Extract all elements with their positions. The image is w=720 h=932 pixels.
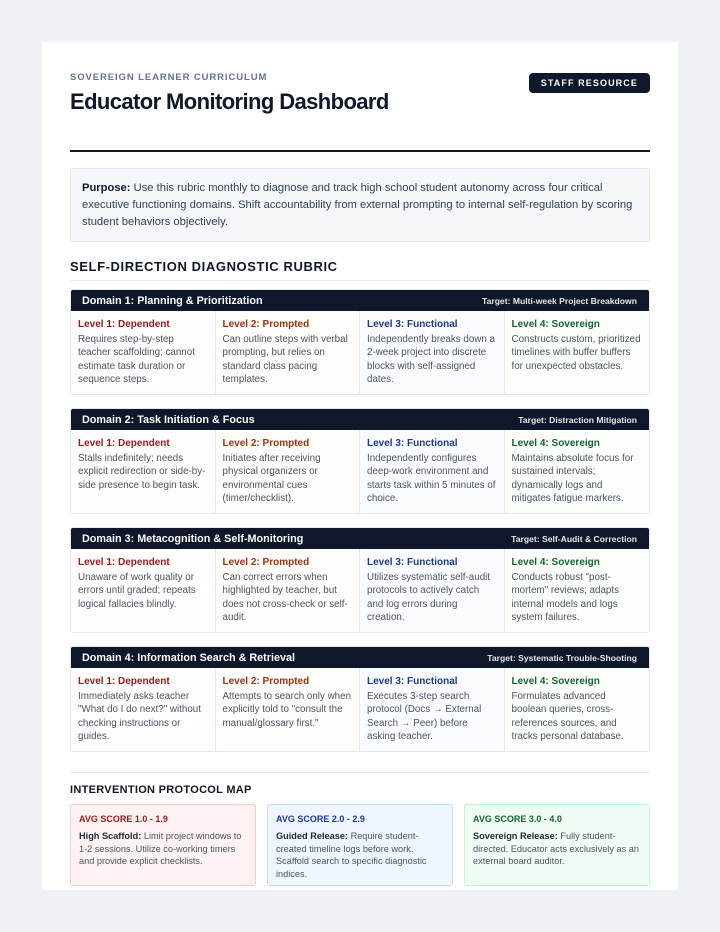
level-cell bbox=[71, 430, 216, 513]
protocol-card-high-scaffold bbox=[70, 804, 256, 886]
level-description: Stalls indefinitely; needs explicit redirection or side-by-side presence to begin task. bbox=[78, 453, 206, 491]
domain-header bbox=[71, 290, 649, 311]
curriculum-eyebrow: SOVEREIGN LEARNER CURRICULUM bbox=[70, 72, 268, 83]
domain-levels bbox=[71, 668, 649, 751]
domain-header bbox=[71, 409, 649, 430]
purpose-label: Purpose: bbox=[82, 182, 131, 194]
level-title: Level 3: Functional bbox=[367, 676, 458, 687]
rubric-section-title: SELF-DIRECTION DIAGNOSTIC RUBRIC bbox=[70, 259, 650, 281]
level-title: Level 3: Functional bbox=[367, 438, 458, 449]
level-description: Utilizes systematic self-audit protocols to actively catch and log errors during creation. bbox=[367, 572, 491, 623]
protocol-label: Guided Release: bbox=[276, 831, 348, 841]
level-description: Attempts to search only when explicitly told to "consult the manual/glossary first." bbox=[222, 691, 352, 729]
protocol-card-sovereign-release bbox=[464, 804, 650, 886]
level-cell bbox=[71, 311, 216, 394]
level-description: Immediately asks teacher "What do I do next?" without checking instructions or guides. bbox=[78, 691, 201, 742]
protocol-score-range: AVG SCORE 3.0 - 4.0 bbox=[473, 814, 562, 824]
level-title: Level 4: Sovereign bbox=[511, 557, 600, 568]
level-cell bbox=[71, 668, 216, 751]
protocol-card-guided-release bbox=[267, 804, 453, 886]
level-description: Can correct errors when highlighted by teacher, but does not cross-check or self-audit. bbox=[222, 572, 348, 623]
level-cell bbox=[505, 430, 650, 513]
level-cell bbox=[216, 311, 361, 394]
domain-title: Domain 3: Metacognition & Self-Monitoring bbox=[82, 532, 304, 545]
protocol-section-title: INTERVENTION PROTOCOL MAP bbox=[70, 784, 252, 796]
purpose-box bbox=[70, 168, 650, 242]
level-title: Level 1: Dependent bbox=[78, 438, 170, 449]
level-title: Level 4: Sovereign bbox=[511, 676, 600, 687]
domain-card bbox=[70, 289, 650, 395]
domain-title: Domain 4: Information Search & Retrieval bbox=[82, 651, 295, 664]
domain-levels bbox=[71, 311, 649, 394]
level-title: Level 2: Prompted bbox=[222, 438, 310, 449]
level-cell bbox=[505, 311, 650, 394]
domain-card bbox=[70, 408, 650, 514]
protocol-label: Sovereign Release: bbox=[473, 831, 558, 841]
header bbox=[70, 72, 650, 152]
level-cell bbox=[360, 549, 505, 632]
domain-target: Target: Distraction Mitigation bbox=[518, 414, 637, 425]
level-title: Level 4: Sovereign bbox=[511, 319, 600, 330]
level-cell bbox=[216, 430, 361, 513]
level-title: Level 1: Dependent bbox=[78, 676, 170, 687]
domain-card bbox=[70, 646, 650, 752]
section-divider bbox=[70, 772, 650, 773]
level-description: Conducts robust "post-mortem" reviews; adapts internal models and logs system failures. bbox=[511, 572, 619, 623]
level-description: Requires step-by-step teacher scaffolding; cannot estimate task duration or sequence steps. bbox=[78, 334, 195, 385]
level-cell bbox=[216, 549, 361, 632]
level-title: Level 2: Prompted bbox=[222, 676, 310, 687]
level-description: Formulates advanced boolean queries, cross-references sources, and tracks personal database. bbox=[511, 691, 624, 742]
level-description: Executes 3-step search protocol (Docs → External Search → Peer) before asking teacher. bbox=[367, 691, 482, 742]
level-title: Level 4: Sovereign bbox=[511, 438, 600, 449]
level-cell bbox=[360, 430, 505, 513]
domain-header bbox=[71, 528, 649, 549]
protocol-body bbox=[276, 830, 444, 880]
level-cell bbox=[505, 549, 650, 632]
protocol-text: Require student-created timeline logs before work. Scaffold search to specific diagnostic indices. bbox=[276, 831, 427, 879]
level-title: Level 3: Functional bbox=[367, 557, 458, 568]
level-description: Constructs custom, prioritized timelines with buffer buffers for unexpected obstacles. bbox=[511, 334, 641, 372]
domain-card bbox=[70, 527, 650, 633]
level-description: Can outline steps with verbal prompting, but relies on standard class pacing templates. bbox=[222, 334, 348, 385]
level-cell bbox=[360, 311, 505, 394]
rubric-domains bbox=[70, 289, 650, 752]
protocol-body bbox=[473, 830, 641, 868]
domain-target: Target: Multi-week Project Breakdown bbox=[481, 295, 637, 306]
domain-target: Target: Self-Audit & Correction bbox=[511, 533, 637, 544]
protocol-text: Limit project windows to 1-2 sessions. Utilize co-working timers and provide explicit checklists. bbox=[79, 831, 242, 867]
purpose-text: Use this rubric monthly to diagnose and track high school student autonomy across four critical executive functioning domains. Shift accountability from external prompting to internal self-regulation by scoring student behaviors objectively. bbox=[82, 182, 633, 228]
level-title: Level 2: Prompted bbox=[222, 557, 310, 568]
level-description: Maintains absolute focus for sustained intervals; dynamically logs and mitigates fatigue markers. bbox=[511, 453, 634, 504]
level-description: Independently breaks down a 2-week project into discrete blocks with self-assigned dates. bbox=[367, 334, 495, 385]
level-title: Level 2: Prompted bbox=[222, 319, 310, 330]
domain-title: Domain 2: Task Initiation & Focus bbox=[82, 413, 255, 426]
level-title: Level 1: Dependent bbox=[78, 319, 170, 330]
level-cell bbox=[216, 668, 361, 751]
level-title: Level 3: Functional bbox=[367, 319, 458, 330]
domain-levels bbox=[71, 430, 649, 513]
domain-title: Domain 1: Planning & Prioritization bbox=[82, 294, 263, 307]
level-title: Level 1: Dependent bbox=[78, 557, 170, 568]
protocol-score-range: AVG SCORE 1.0 - 1.9 bbox=[79, 814, 168, 824]
level-cell bbox=[505, 668, 650, 751]
protocol-text: Fully student-directed. Educator acts exclusively as an external board auditor. bbox=[473, 831, 639, 867]
document-page bbox=[42, 42, 678, 890]
level-description: Unaware of work quality or errors until graded; repeats logical fallacies blindly. bbox=[78, 572, 196, 610]
level-cell bbox=[71, 549, 216, 632]
protocol-body bbox=[79, 830, 247, 868]
staff-resource-badge: STAFF RESOURCE bbox=[529, 73, 650, 93]
level-description: Initiates after receiving physical organizers or environmental cues (timer/checklist). bbox=[222, 453, 321, 504]
domain-levels bbox=[71, 549, 649, 632]
protocol-cards bbox=[70, 804, 650, 886]
domain-header bbox=[71, 647, 649, 668]
page-title: Educator Monitoring Dashboard bbox=[70, 89, 389, 114]
protocol-label: High Scaffold: bbox=[79, 831, 142, 841]
level-cell bbox=[360, 668, 505, 751]
protocol-score-range: AVG SCORE 2.0 - 2.9 bbox=[276, 814, 365, 824]
domain-target: Target: Systematic Trouble-Shooting bbox=[487, 652, 637, 663]
level-description: Independently configures deep-work environment and starts task within 5 minutes of choice. bbox=[367, 453, 496, 504]
